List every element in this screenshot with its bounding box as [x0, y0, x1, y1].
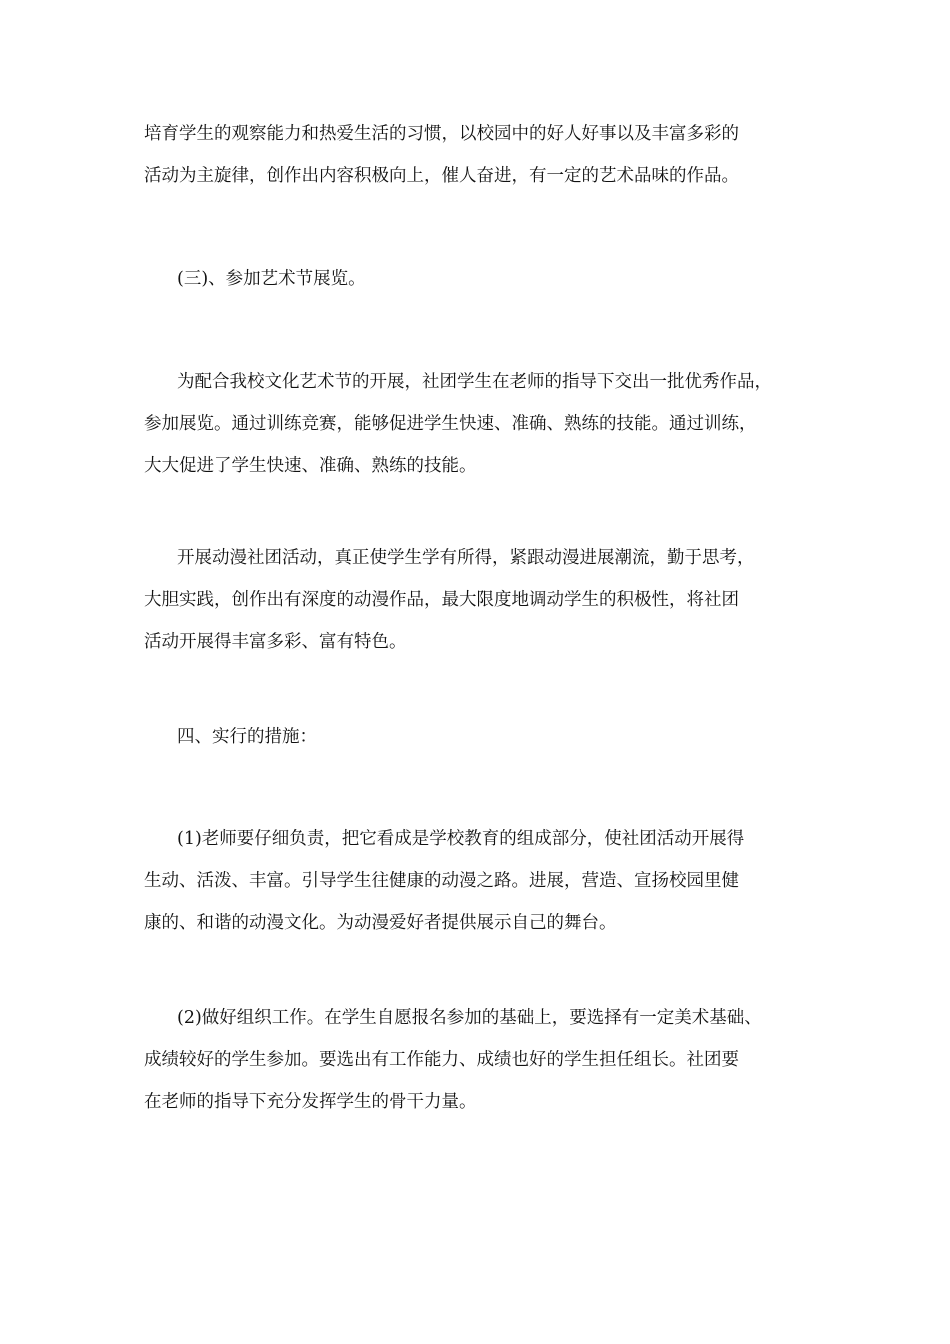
paragraph-creation-theme	[144, 113, 814, 197]
paragraph-line: 在老师的指导下充分发挥学生的骨干力量。	[144, 1092, 477, 1112]
paragraph-line: 成绩较好的学生参加。要选出有工作能力、成绩也好的学生担任组长。社团要	[144, 1050, 739, 1070]
heading-line: (三)、参加艺术节展览。	[177, 269, 366, 289]
paragraph-line: 培育学生的观察能力和热爱生活的习惯，以校园中的好人好事以及丰富多彩的	[144, 124, 739, 144]
section-heading-measures	[144, 716, 814, 758]
paragraph-line: 活动开展得丰富多彩、富有特色。	[144, 632, 407, 652]
paragraph-line: 康的、和谐的动漫文化。为动漫爱好者提供展示自己的舞台。	[144, 913, 617, 933]
paragraph-measure-2	[144, 997, 814, 1123]
paragraph-line: 大胆实践，创作出有深度的动漫作品，最大限度地调动学生的积极性，将社团	[144, 590, 739, 610]
paragraph-line: 开展动漫社团活动，真正使学生学有所得，紧跟动漫进展潮流，勤于思考，	[177, 548, 755, 568]
heading-line: 四、实行的措施：	[177, 727, 317, 747]
paragraph-measure-1	[144, 818, 814, 944]
paragraph-line: (1)老师要仔细负责，把它看成是学校教育的组成部分，使社团活动开展得	[177, 829, 745, 849]
paragraph-club-activities	[144, 537, 814, 663]
paragraph-line: 参加展览。通过训练竞赛，能够促进学生快速、准确、熟练的技能。通过训练，	[144, 414, 757, 434]
paragraph-exhibition	[144, 361, 814, 487]
paragraph-line: 为配合我校文化艺术节的开展，社团学生在老师的指导下交出一批优秀作品，	[177, 372, 772, 392]
paragraph-line: 大大促进了学生快速、准确、熟练的技能。	[144, 456, 477, 476]
section-heading-art-festival	[144, 258, 814, 300]
paragraph-line: 活动为主旋律，创作出内容积极向上，催人奋进，有一定的艺术品味的作品。	[144, 166, 739, 186]
paragraph-line: (2)做好组织工作。在学生自愿报名参加的基础上，要选择有一定美术基础、	[177, 1008, 762, 1028]
paragraph-line: 生动、活泼、丰富。引导学生往健康的动漫之路。进展，营造、宣扬校园里健	[144, 871, 739, 891]
